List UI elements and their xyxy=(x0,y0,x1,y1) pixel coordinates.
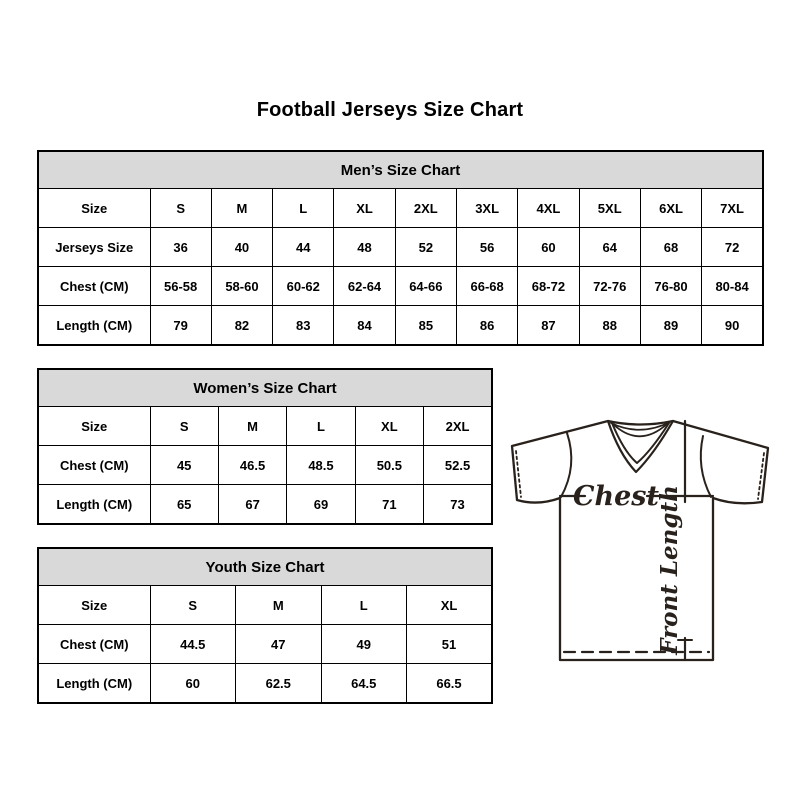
data-cell: 60 xyxy=(518,228,579,267)
data-cell: 72-76 xyxy=(579,267,640,306)
column-header-cell: 5XL xyxy=(579,189,640,228)
data-cell: 76-80 xyxy=(640,267,701,306)
column-header-cell: S xyxy=(150,586,236,625)
data-cell: 83 xyxy=(273,306,334,346)
row-label-cell: Chest (CM) xyxy=(38,446,150,485)
data-cell: 65 xyxy=(150,485,218,525)
data-cell: 40 xyxy=(211,228,272,267)
data-cell: 80-84 xyxy=(702,267,763,306)
data-cell: 82 xyxy=(211,306,272,346)
column-header-cell: XL xyxy=(334,189,395,228)
table-row xyxy=(38,189,763,228)
data-cell: 64-66 xyxy=(395,267,456,306)
page-title: Football Jerseys Size Chart xyxy=(256,99,524,121)
table-title-row xyxy=(38,369,492,407)
table-row xyxy=(38,586,492,625)
data-cell: 87 xyxy=(518,306,579,346)
table-row xyxy=(38,446,492,485)
data-cell: 66.5 xyxy=(407,664,493,704)
data-cell: 51 xyxy=(407,625,493,664)
column-header-cell: 3XL xyxy=(456,189,517,228)
column-header-cell: M xyxy=(211,189,272,228)
data-cell: 64.5 xyxy=(321,664,407,704)
column-header-cell: L xyxy=(287,407,355,446)
mens-size-chart-table xyxy=(37,150,764,346)
column-header-cell: S xyxy=(150,189,211,228)
data-cell: 52.5 xyxy=(424,446,492,485)
data-cell: 48 xyxy=(334,228,395,267)
data-cell: 49 xyxy=(321,625,407,664)
data-cell: 46.5 xyxy=(218,446,286,485)
column-header-cell: 7XL xyxy=(702,189,763,228)
column-header-cell: L xyxy=(273,189,334,228)
data-cell: 90 xyxy=(702,306,763,346)
table-row xyxy=(38,306,763,346)
column-header-cell: 2XL xyxy=(424,407,492,446)
data-cell: 86 xyxy=(456,306,517,346)
table-row xyxy=(38,485,492,525)
row-label-cell: Length (CM) xyxy=(38,664,150,704)
data-cell: 68 xyxy=(640,228,701,267)
data-cell: 60-62 xyxy=(273,267,334,306)
data-cell: 52 xyxy=(395,228,456,267)
data-cell: 79 xyxy=(150,306,211,346)
data-cell: 71 xyxy=(355,485,423,525)
column-header-cell: XL xyxy=(407,586,493,625)
table-row xyxy=(38,267,763,306)
table-title-row xyxy=(38,151,763,189)
column-header-cell: 2XL xyxy=(395,189,456,228)
column-header-cell: 6XL xyxy=(640,189,701,228)
table-row xyxy=(38,407,492,446)
data-cell: 62.5 xyxy=(236,664,322,704)
data-cell: 67 xyxy=(218,485,286,525)
data-cell: 84 xyxy=(334,306,395,346)
table-row xyxy=(38,228,763,267)
data-cell: 44 xyxy=(273,228,334,267)
column-header-cell: M xyxy=(236,586,322,625)
data-cell: 56 xyxy=(456,228,517,267)
data-cell: 72 xyxy=(702,228,763,267)
row-label-cell: Length (CM) xyxy=(38,485,150,525)
corner-header-cell: Size xyxy=(38,189,150,228)
data-cell: 58-60 xyxy=(211,267,272,306)
chest-label: Chest xyxy=(573,481,659,512)
jersey-measurement-diagram xyxy=(500,406,770,671)
youth-size-chart-table xyxy=(37,547,493,704)
column-header-cell: XL xyxy=(355,407,423,446)
row-label-cell: Chest (CM) xyxy=(38,625,150,664)
table-title-row xyxy=(38,548,492,586)
corner-header-cell: Size xyxy=(38,407,150,446)
data-cell: 68-72 xyxy=(518,267,579,306)
data-cell: 60 xyxy=(150,664,236,704)
row-label-cell: Length (CM) xyxy=(38,306,150,346)
table-title: Men’s Size Chart xyxy=(38,151,763,189)
data-cell: 73 xyxy=(424,485,492,525)
data-cell: 66-68 xyxy=(456,267,517,306)
column-header-cell: S xyxy=(150,407,218,446)
data-cell: 85 xyxy=(395,306,456,346)
data-cell: 47 xyxy=(236,625,322,664)
row-label-cell: Chest (CM) xyxy=(38,267,150,306)
front-length-label: Front Length xyxy=(656,485,683,655)
jersey-diagram-svg xyxy=(500,406,770,671)
table-row xyxy=(38,625,492,664)
data-cell: 64 xyxy=(579,228,640,267)
column-header-cell: 4XL xyxy=(518,189,579,228)
column-header-cell: M xyxy=(218,407,286,446)
data-cell: 88 xyxy=(579,306,640,346)
womens-size-chart-table xyxy=(37,368,493,525)
data-cell: 62-64 xyxy=(334,267,395,306)
data-cell: 48.5 xyxy=(287,446,355,485)
row-label-cell: Jerseys Size xyxy=(38,228,150,267)
table-title: Youth Size Chart xyxy=(38,548,492,586)
data-cell: 45 xyxy=(150,446,218,485)
data-cell: 50.5 xyxy=(355,446,423,485)
table-row xyxy=(38,664,492,704)
data-cell: 89 xyxy=(640,306,701,346)
data-cell: 44.5 xyxy=(150,625,236,664)
table-title: Women’s Size Chart xyxy=(38,369,492,407)
data-cell: 69 xyxy=(287,485,355,525)
column-header-cell: L xyxy=(321,586,407,625)
jersey-outline-shape xyxy=(512,421,768,660)
corner-header-cell: Size xyxy=(38,586,150,625)
data-cell: 56-58 xyxy=(150,267,211,306)
data-cell: 36 xyxy=(150,228,211,267)
